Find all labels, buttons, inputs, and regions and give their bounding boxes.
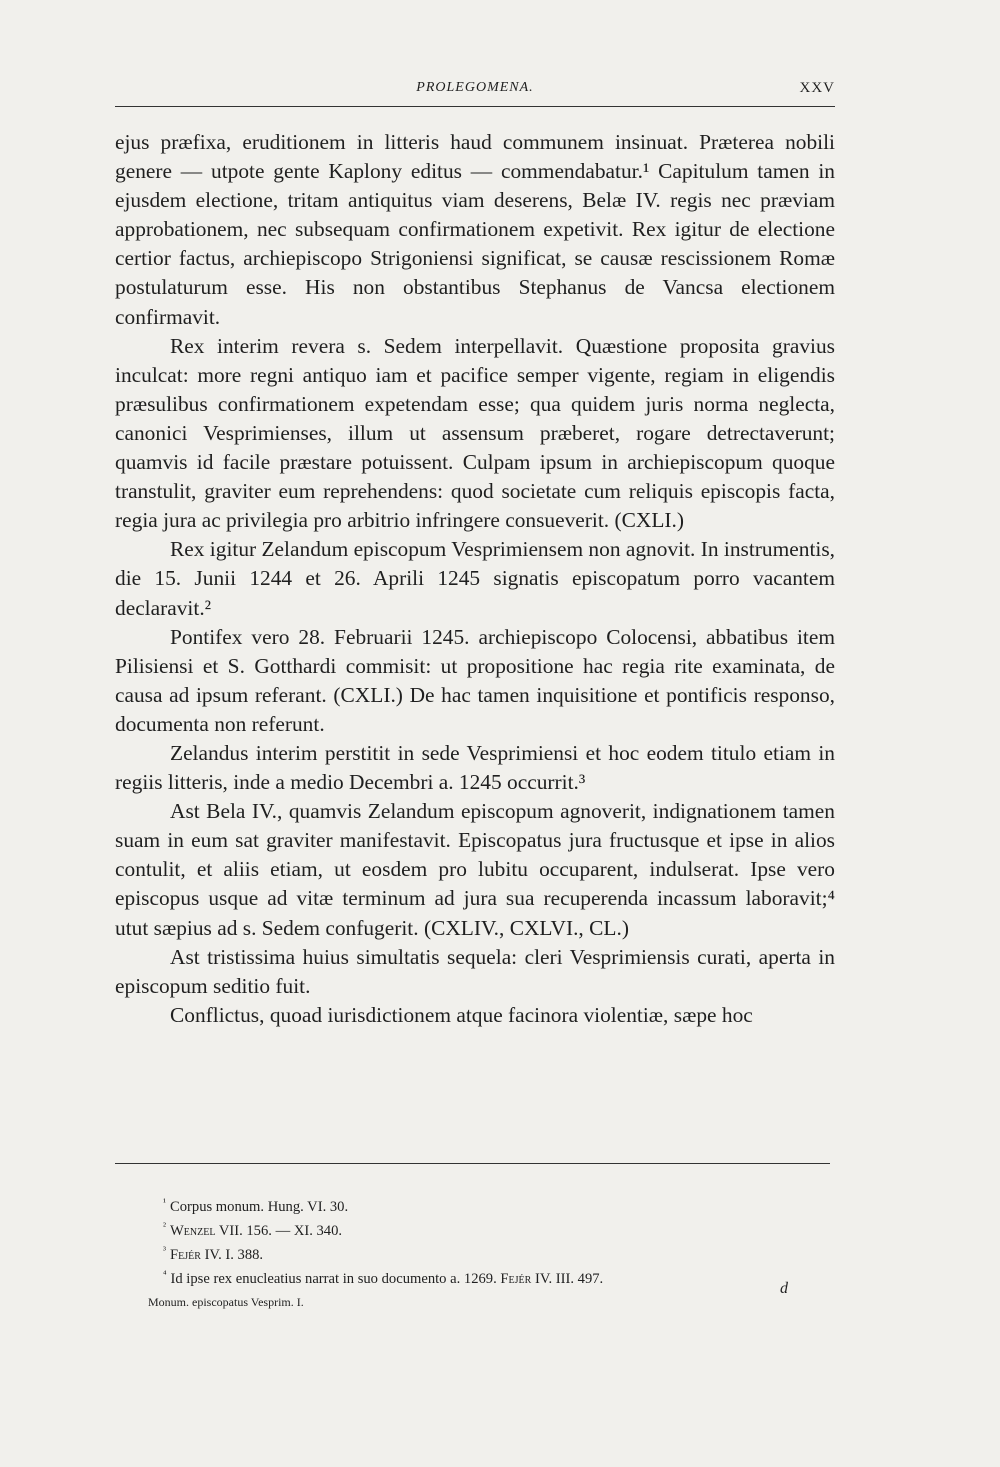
footnote — [163, 1241, 823, 1265]
footnote-rule — [115, 1163, 830, 1164]
signature-mark: d — [780, 1280, 788, 1297]
paragraph: Rex igitur Zelandum episcopum Vesprimiensem non agnovit. In instrumentis, die 15. Junii 1244 et 26. Aprili 1245 signatis episcopatum porro vacantem declaravit.² — [115, 537, 835, 620]
footnote-number: ² — [163, 1220, 166, 1232]
footnote-text: IV. III. 497. — [534, 1270, 604, 1287]
footnote-author: Wenzel — [170, 1222, 216, 1239]
paragraph: Conflictus, quoad iurisdictionem atque facinora violentiæ, sæpe hoc — [170, 1002, 753, 1027]
footnote — [163, 1265, 823, 1289]
footnote-text: Id ipse rex enucleatius narrat in suo documento a. 1269. — [170, 1270, 497, 1287]
running-title: PROLEGOMENA. — [416, 80, 534, 95]
paragraph: Zelandus interim perstitit in sede Vesprimiensi et hoc eodem titulo etiam in regiis litteris, inde a medio Decembri a. 1245 occurrit.³ — [115, 740, 835, 795]
footnote-text: VII. 156. — XI. 340. — [218, 1222, 343, 1239]
paragraph: Rex interim revera s. Sedem interpellavit. Quæstione proposita gravius inculcat: more regni antiquo iam et pacifice semper vigente, regiam in eligendis præsulibus confirmationem expetendam esse; qua quidem juris norma neglecta, canonici Vesprimienses, illum ut assensum præberet, rogare detrectaverunt; quamvis id facile præstare potuissent. Culpam ipsum in archiepiscopum quoque transtulit, graviter eum reprehendens: quod societate cum reliquis episcopis facta, regia jura ac privilegia pro arbitrio infringere consueverit. (CXLI.) — [115, 333, 835, 533]
footnote-text: Corpus monum. Hung. VI. 30. — [170, 1198, 349, 1215]
footnote-number: ¹ — [163, 1197, 166, 1208]
footnote-author: Fejér — [500, 1270, 532, 1287]
footnotes — [163, 1193, 823, 1288]
footnote-number: ⁴ — [163, 1268, 167, 1280]
paragraph: Ast tristissima huius simultatis sequela: cleri Vesprimiensis curati, aperta in episcopum seditio fuit. — [115, 944, 835, 998]
paragraph: ejus præfixa, eruditionem in litteris haud communem insinuat. Præterea nobili genere — utpote gente Kaplony editus — commendabatur.¹ Capitulum tamen in ejusdem electione, tritam antiquitus viam deserens, Belæ IV. regis nec præviam approbationem, nec subsequam confirmationem expetivit. Rex igitur de electione certior factus, archiepiscopo Strigoniensi significat, se causæ rescissionem Romæ postulaturum esse. His non obstantibus Stephanus de Vancsa electionem confirmavit. — [115, 130, 835, 329]
page-footer — [148, 1280, 818, 1325]
footnote-number: ³ — [163, 1244, 166, 1256]
source-line: Monum. episcopatus Vesprim. I. — [148, 1295, 304, 1309]
page-number: XXV — [799, 80, 835, 96]
footnote — [163, 1193, 823, 1217]
footnote-text: IV. I. 388. — [204, 1246, 264, 1263]
footnote — [163, 1217, 823, 1241]
body-text — [115, 128, 835, 1030]
paragraph: Pontifex vero 28. Februarii 1245. archiepiscopo Colocensi, abbatibus item Pilisiensi et S. Gotthardi commisit: ut propositione hac regia rite examinata, de causa ad ipsum referant. (CXLI.) De hac tamen inquisitione et pontificis responso, documenta non referunt. — [115, 624, 835, 736]
running-header — [115, 80, 835, 104]
header-rule — [115, 106, 835, 107]
footnote-author: Fejér — [170, 1246, 201, 1263]
paragraph: Ast Bela IV., quamvis Zelandum episcopum agnoverit, indignationem tamen suam in eum sat graviter manifestavit. Episcopatus jura fructusque et ipse in alios contulit, et aliis etiam, ut eosdem pro lubitu occuparent, indulserat. Ipse vero episcopus usque ad vitæ terminum ad jura sua recuperenda incassum laboravit;⁴ utut sæpius ad s. Sedem confugerit. (CXLIV., CXLVI., CL.) — [115, 799, 835, 940]
